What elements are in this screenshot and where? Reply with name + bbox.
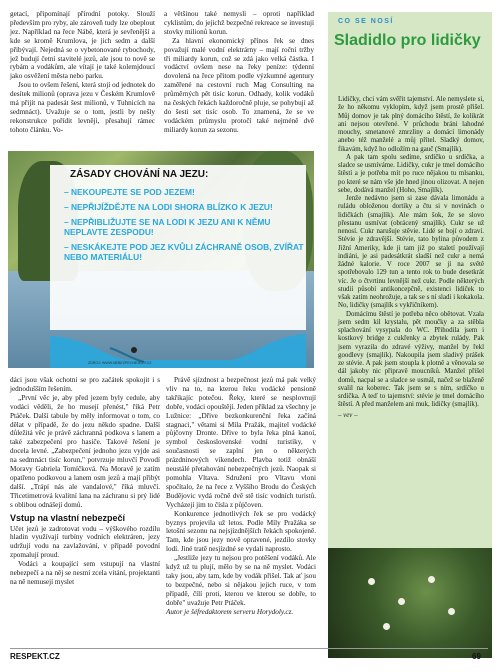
flower-shape [448, 608, 455, 615]
column-1-bottom [10, 376, 160, 587]
paragraph: Konkurence jednotlivých řek se pro vodácký byznys projevila už letos. Podle Míly Pražáka se letošní sezonu na nejsjízdnějších řekách spokojeně. Tam, kde jsou jezy nově opravené, jezdilo stovky lodí. Jiné tratě nesjízdné se vydali naprosto. [166, 509, 316, 554]
rule-item: – NEKOUPEJTE SE POD JEZEM! [64, 187, 195, 197]
swimmer-icon [131, 347, 137, 353]
rule-item: – NEPŘIBLIŽUJTE SE NA LODI K JEZU ANI K NĚMU NEPLAVTE ZESPODU! [64, 217, 271, 237]
page-number: 69 [472, 652, 481, 661]
source-caption: ZDROJ: WWW.NEBEZPECNEJEZY.CZ [88, 361, 152, 365]
paragraph: Za hlavní ekonomický přínos řek se dnes považují malé vodní elektrárny – mají roční tržby tři miliardy korun, což se zdá jako velká částka. I vodáctví ovšem nese na řeky peníze: týdenní dovolená na řece přitom podle výzkumné agentury zaměřené na cestovní ruch Mag Consulting na průměrných pět tisíc korun. Odhady, kolik vodáků na českých řekách každoročně pluje, se pohybují až do šesti set tisíc osob. To znamená, že se ve vodáckém průmyslu protočí také nejméně dvě miliardy korun za sezonu. [164, 36, 314, 134]
sidebar-title: Sladidlo pro lidičky [334, 32, 481, 49]
stevia-plant-photo [328, 548, 492, 658]
flower-shape [383, 623, 390, 630]
rule-item: – NEPŘIJÍŽDĚJTE NA LODI SHORA BLÍZKO K JEZU! [64, 202, 273, 212]
rules-list [64, 187, 304, 267]
column-1-top [10, 10, 155, 135]
paragraph: getací, připomínají přírodní potoky. Slouží především pro ryby, ale zároveň tudy lze obeplout jez. Například na řece Nábě, která je sevřenější a kde se kromě Krumlova, je jich sedm a další přibývají. Nejedná se o vybetonované rybochody, jež budují četní stavitelé jezů, ale jsou to nově se rybám a vodákům, ale vítají je také kolemjdoucí jako osvěžení města nebo parku. [10, 10, 155, 81]
weir-rules-box [50, 165, 306, 330]
photo-credit-vertical [0, 170, 5, 171]
flower-shape [428, 576, 435, 583]
column-2-bottom [166, 376, 316, 616]
paragraph: Lidičky, chci vám svěřit tajemství. Ale nemyslete si, že ho někomu vyklopím, když jsem prostě přišel. Můj domov je tak plný domácího štěstí, že kolikrát ani nejsou otevřené. V průchodu bráni lahodné mouchy, smetanové zmrzliny a domácí limonády anebo též manželé a můj přítel. Sladký domov, fikavám, když ho odložím na gauč (Smajlík). [338, 96, 484, 153]
column-2-top [164, 10, 314, 135]
paragraph: Vodáci a koupající sem vstupují na vlastní nebezpečí a na něj se nesmí zcela vítání, projektanti na ně nemusejí myslet [10, 560, 160, 586]
author-note: Autor je šéfredaktorem serveru Horydoly.cz. [166, 607, 294, 616]
footer-site: RESPEKT.CZ [10, 652, 60, 661]
paragraph: dáci jsou však ochotni se pro začátek spokojit i s jednodušším řešením. [10, 376, 160, 393]
footer-rule [10, 648, 488, 649]
paragraph: „První věc je, aby před jezem byly cedule, aby vodáci věděli, že ho musejí přenést," říká Petr Ptáček. Další tabule by měly informovat o tom, co dělat v případě, že do jezu někdo spadne. Další důležitá věc je právě záchranná podkova s lanem a také zabezpečení pro hasiče. Takové řešení je docela levné. „Zabezpečení jednoho jezu vyjde asi na sedmnáct tisíc korun," potvrzuje mluvčí Povodí Moravy Gabriela Tomíčková. Na Moravě je zatím opatřeno podkovou a lanem osm jezů a mají přibýt další. „Trápí nás ale vandalové," říká mluvčí. Třicetimetrová kvalitní lana na záchranu si prý lidé s oblibou odnášejí domů. [10, 393, 160, 509]
paragraph: Učet jezů je zadrotovat vodu – výškového rozdílu hladin využívají turbíny vodních elektráren, jezy udržují vodu na zavlažování, v případě povodní zpomalují proud. [10, 524, 160, 560]
paragraph: Domácímu štěstí je potřeba něco obětovat. Vzala jsem sedm kil krystalu, pět moučky a za stěbla splachování vysypala do WC. Přihodila jsem i kostkový bridge z cukřenky a zbytek rulády. Pak jsem vyrazila do zdravé výživy, manžel by řekl goodlevy (smajlík). Nakoupila jsem sladivý prášek ze stévie. A pak jsem stoupla k plotně a věnovala se dál jakoby nic připravě moucníků. Manžel přišel domů, nacpal se a sladce se usmál, načež se blaženě svalil na koberec. Tak jsem se s ním, srdíčko u srdíčka. A teď to tajemství: stévie je tmel domácího štěstí. A před manželem ani muk, lidičky (smajlík). [338, 310, 484, 409]
sidebar-kicker: CO SE NOSÍ [338, 18, 394, 25]
paragraph: Právě sjízdnost a bezpečnost jezů má pak velký vliv na to, na kterou řeku vodácké pensioně takřikajíc potečou. Řeky, které se nesplovnují dobře, vodáci opouštějí. Jeden příklad za všechny je Lužnice: „Dřive bezkonkurenční řeka začíná stagnaci," větami si Míla Pražák, majitel vodácké půjčovny Dronte. Dřive to byla řeka plná kanoí, symbol československé vodní turistiky, v současnosti se zaplní jen o některých prázdninových víkendech. Plavba totiž obnáší neustálé přetahování nebezpečných jezů. Naopak si pomohla Vltava. Sdružení pro Vltavu vloni spočítalo, že na řece z Vyššího Brodu do Českých Budějovic vydá ročně dvě stě tisíc vodních turistů. Vycházejí jim to čísla z půjčoven. [166, 376, 316, 509]
sidebar-signature: – vev – [338, 411, 358, 419]
flower-shape [368, 578, 375, 585]
paragraph: A pak tam spolu sedíme, srdíčko u srdíčka, a sladce se usmíváme. Lidičky, cukr je tmel domácího štěstí a je potřeba mít po ruce nějakou tu mlsanku, po které se nám vše jde hned jinou olizovat. A nejen sebe, dodává manžel (Hoho, Smajlík). [338, 153, 484, 194]
paragraph: Jsou to ovšem řešení, která stojí od jednotek do desítek milionů (oprava jezu v Českém Krumlově má přijít na padesát šest milionů, v Tuhnicích na sedmnáct). Uvažuje se o tom, jestli by nešly rekonstrukce pořídit levněji, přesahují rámec tohoto článku. Vo- [10, 81, 155, 134]
paragraph: „Jestliže jezy tu nejsou pro potěšení vodáků. Ale když už tu plují, mělo by se na ně myslet. Vodáci taky jsou, aby tam, kde by vodák přišel. Tak ať jsou to bezpečné, nebo si nějakou jejich ruce, v tom případě, čílí proti, kterou ve kterou se dobře, to dobře" uvažuje Petr Ptáček. [166, 554, 316, 607]
flower-shape [398, 598, 405, 605]
rules-title: ZÁSADY CHOVÁNÍ NA JEZU: [70, 169, 209, 180]
sidebar-column [328, 12, 492, 646]
sidebar-text [338, 96, 484, 420]
section-heading: Vstup na vlastní nebezpečí [10, 512, 126, 523]
paragraph: a většinou také nemysli – oproti například cyklistům, do jejichž bezpečné rekreace se investují stovky milionů korun. [164, 10, 314, 36]
paragraph: Jenže nedávno jsem si zase dávala limonádu a ruládu obloženou dortíky a čtu si v novinách o lidičkách (smajlík). Ale mám šok, že se slovo přestanu usmívat (obrácený smajlík). Cukr se už nenosí. Cukr narušuje stěvie. Lidé se bojí o zdraví. Stévie je zdravější. Stévie, tato bylina původem z Jižní Ameriky, kde ji tam již po staletí používají indiáni, je asi padesátkrát sladší než cukr a nemá žádné kalorie. V roce 2007 se jí na světě spotřebovalo 129 tun a tento rok to bude desetkrát víc. Je o čtvrtinu levnější než cukr. Podle některých studií působí antikoncepčně, existenci lidiček to však zatím neohrožuje, a tak se s ní sladí i kokakola. No, lidičky (smajlík s vykřičníkem). [338, 195, 484, 310]
rule-item: – NESKÁKEJTE POD JEZ KVŮLI ZÁCHRANĚ OSOB, ZVÍŘAT NEBO MATERIÁLU! [64, 242, 304, 262]
